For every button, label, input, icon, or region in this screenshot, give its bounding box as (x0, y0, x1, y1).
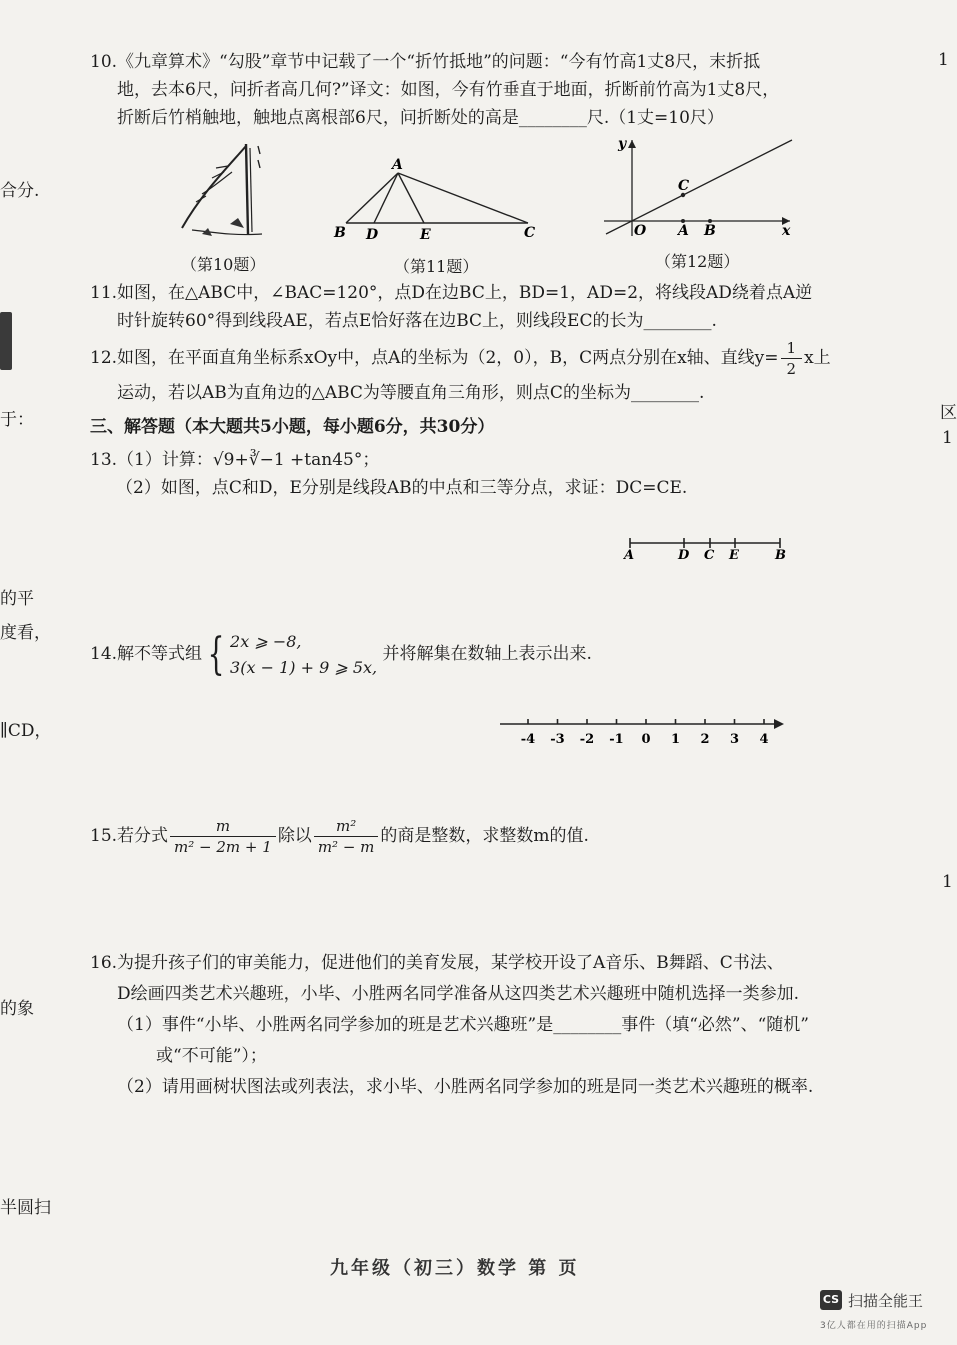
seg13-label-e: E (729, 548, 739, 563)
q12-frac-denominator: 2 (786, 360, 797, 378)
q12-line1a: 12.如图，在平面直角坐标系xOy中，点A的坐标为（2，0），B，C两点分别在x轴、直线y= (90, 348, 779, 368)
figure-12-coordinate-plane (598, 134, 798, 244)
edge-text: 度看， (0, 623, 51, 643)
q12-line1b: x上 (804, 348, 831, 368)
q15-frac1-denominator: m² − 2m + 1 (174, 838, 272, 856)
question-10 (90, 48, 779, 132)
q14-eq2: 3(x − 1) + 9 ⩾ 5x, (230, 657, 378, 677)
seg13-label-c: C (704, 548, 715, 563)
seg13-label-b: B (775, 548, 786, 563)
q15-frac1-numerator: m (170, 816, 276, 837)
edge-text: 于： (0, 410, 34, 430)
number-line-tick-label: 1 (670, 732, 681, 747)
edge-text: 1 (942, 428, 953, 448)
number-line-tick-label: 2 (700, 732, 710, 747)
fig11-label-a: A (392, 157, 403, 173)
q11-line2: 时针旋转60°得到线段AE，若点E恰好落在边BC上，则线段EC的长为________. (117, 311, 717, 331)
q16-line2: D绘画四类艺术兴趣班，小毕、小胜两名同学准备从这四类艺术兴趣班中随机选择一类参加. (117, 984, 800, 1004)
question-14 (90, 626, 592, 682)
number-line-tick-label: -2 (579, 732, 595, 747)
edge-text: 的象 (0, 999, 34, 1019)
edge-text: 区 (940, 403, 957, 423)
fig11-label-e: E (420, 227, 431, 243)
fig12-label-y: y (618, 136, 627, 152)
question-15 (90, 812, 589, 860)
question-16 (90, 948, 813, 1103)
number-line-tick-label: 0 (641, 732, 651, 747)
seg13-label-a: A (624, 548, 635, 563)
q12-line2: 运动，若以AB为直角边的△ABC为等腰直角三角形，则点C的坐标为________. (117, 383, 705, 403)
fig11-label-d: D (366, 227, 379, 243)
q12-frac-numerator: 1 (781, 338, 803, 359)
q14-system (230, 629, 377, 681)
q13-line1: 13.（1）计算：√9+∛−1 +tan45°； (90, 450, 380, 470)
fig12-label-b: B (704, 223, 716, 239)
q16-line5: （2）请用画树状图法或列表法，求小毕、小胜两名同学参加的班是同一类艺术兴趣班的概率. (117, 1077, 814, 1097)
fig12-label-a: A (678, 223, 689, 239)
number-line-tick-label: 3 (729, 732, 740, 747)
number-line-tick-label: -1 (609, 732, 624, 747)
question-11 (90, 279, 812, 335)
edge-text: 半圆扫 (0, 1198, 51, 1218)
question-12 (90, 338, 831, 407)
q10-line3: 折断后竹梢触地，触地点离根部6尺，问折断处的高是________尺.（1丈=10尺） (117, 108, 724, 128)
camscanner-tagline: 3亿人都在用的扫描App (820, 1321, 928, 1331)
q16-line3: （1）事件“小毕、小胜两名同学参加的班是艺术兴趣班”是________事件（填“必然”、“随机” (117, 1015, 809, 1035)
q10-line1: 10.《九章算术》“勾股”章节中记载了一个“折竹抵地”的问题：“今有竹高1丈8尺，末折抵 (90, 52, 761, 72)
edge-text: 1 (942, 872, 953, 892)
q15-frac2-numerator: m² (314, 816, 379, 837)
q14-prefix: 14.解不等式组 (90, 644, 203, 664)
camscanner-logo-icon: CS (820, 1290, 842, 1310)
page-footer: 九年级（初三）数学 第 页 (330, 1258, 580, 1279)
q16-line1: 16.为提升孩子们的审美能力，促进他们的美育发展，某学校开设了A音乐、B舞蹈、C书法、 (90, 953, 784, 973)
section-3-heading: 三、解答题（本大题共5小题，每小题6分，共30分） (90, 417, 495, 437)
q13-segment-figure (618, 533, 793, 563)
edge-binding-mark (0, 312, 12, 370)
camscanner-name: 扫描全能王 (848, 1292, 924, 1310)
edge-text: 1 (938, 50, 949, 70)
edge-text: ∥CD， (0, 721, 52, 741)
q14-eq1: 2x ⩾ −8, (230, 631, 302, 651)
figure-11-triangle (332, 155, 547, 245)
q15-mid: 除以 (277, 826, 312, 846)
fig12-label-x: x (782, 223, 791, 239)
figure-12-caption: （第12题） (655, 252, 740, 271)
number-line-tick-label: -3 (550, 732, 565, 747)
q14-number-line (498, 712, 788, 752)
q11-line1: 11.如图，在△ABC中，∠BAC=120°，点D在边BC上，BD=1，AD=2，将线段AD绕着点A逆 (90, 283, 813, 303)
fig11-label-c: C (524, 225, 536, 241)
q14-brace: { (207, 628, 225, 680)
q14-suffix: 并将解集在数轴上表示出来. (382, 644, 592, 664)
figure-11-caption: （第11题） (394, 257, 479, 276)
fig12-label-c: C (678, 178, 690, 194)
fig12-label-o: O (634, 223, 647, 239)
q16-line4: 或“不可能”）； (156, 1046, 267, 1066)
number-line-tick-label: -4 (520, 732, 536, 747)
edge-text: 的平 (0, 589, 34, 609)
seg13-label-d: D (678, 548, 690, 563)
q13-line2: （2）如图，点C和D，E分别是线段AB的中点和三等分点，求证：DC=CE. (116, 478, 688, 498)
question-13 (90, 446, 687, 502)
q10-line2: 地，去本6尺，问折者高几何?”译文：如图，今有竹垂直于地面，折断前竹高为1丈8尺， (117, 80, 780, 100)
figure-10-bamboo (172, 138, 282, 246)
edge-text: 合分. (0, 181, 40, 201)
q15-frac2-denominator: m² − m (317, 838, 375, 856)
q15-prefix: 15.若分式 (90, 826, 169, 846)
fig11-label-b: B (334, 225, 346, 241)
q15-suffix: 的商是整数，求整数m的值. (380, 826, 589, 846)
figure-10-caption: （第10题） (181, 255, 266, 274)
number-line-tick-label: 4 (759, 732, 769, 747)
